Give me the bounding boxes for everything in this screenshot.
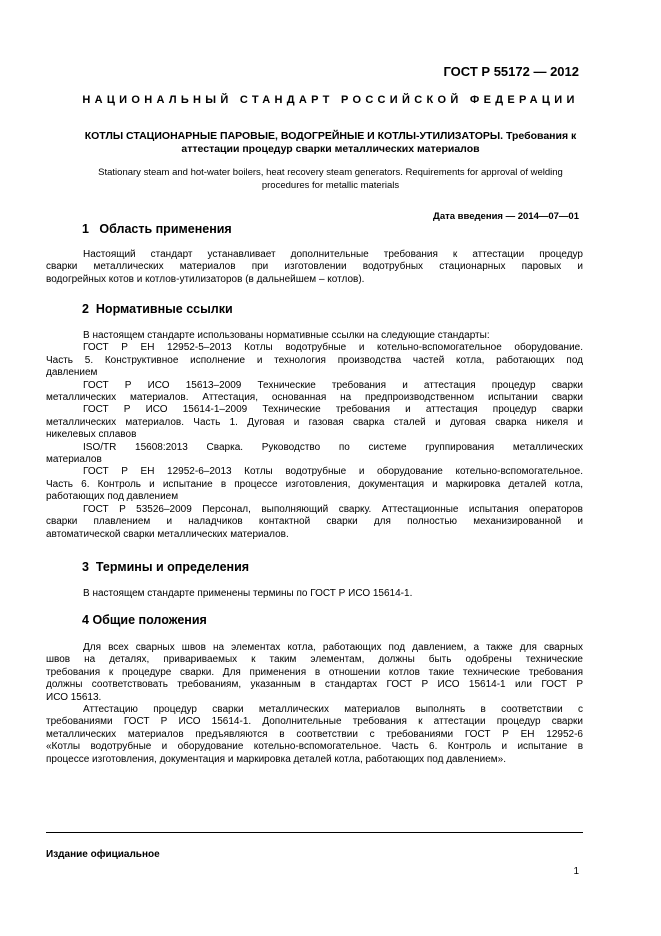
introduction-date: Дата введения — 2014—07—01 — [433, 211, 579, 222]
text-line: швов на деталях, привариваемых к таким элементам, должны быть одобрены технические — [46, 654, 583, 666]
text-line: требования к процедуре сварки. Для применения в отношении котлов такие технические требования — [46, 666, 583, 678]
section-3-body — [46, 588, 583, 600]
title-ru-line-1: КОТЛЫ СТАЦИОНАРНЫЕ ПАРОВЫЕ, ВОДОГРЕЙНЫЕ И КОТЛЫ-УТИЛИЗАТОРЫ. Требования к — [84, 130, 577, 142]
footer-divider — [46, 832, 583, 833]
reference-line: давлением — [46, 367, 98, 379]
text-line: Для всех сварных швов на элементах котла, работающих под давлением, а также для сварных — [83, 642, 583, 653]
reference-line: ISO/TR 15608:2013 Сварка. Руководство по системе группирования металлических — [83, 441, 583, 453]
section-title: Нормативные ссылки — [95, 302, 233, 316]
text-line: В настоящем стандарте использованы нормативные ссылки на следующие стандарты: — [83, 330, 490, 341]
text-line: «Котлы водотрубные и оборудование котельно-вспомогательное. Часть 6. Контроль и испытание в — [46, 741, 583, 753]
section-number: 2 — [82, 302, 89, 316]
section-number: 1 — [82, 222, 89, 236]
section-title: Общие положения — [92, 613, 207, 627]
text-line: требованиями ГОСТ Р ИСО 15614-1. Дополнительные требования к аттестации процедур сварки — [46, 716, 583, 728]
reference-line: материалов — [46, 454, 102, 466]
section-number: 4 — [82, 613, 89, 627]
text-line: процессе изготовления, документация и маркировка деталей котла, работающих под давлением». — [46, 753, 506, 765]
text-line: водогрейных котов и котлов-утилизаторов (в дальнейшем – котлов). — [46, 273, 365, 285]
edition-label: Издание официальное — [46, 849, 160, 860]
section-4-heading — [82, 613, 207, 627]
reference-line: ГОСТ Р ИСО 15614-1–2009 Технические требования и аттестация процедур сварки — [83, 404, 583, 416]
section-2-body — [46, 330, 583, 541]
page-number: 1 — [573, 866, 579, 877]
text-line: Настоящий стандарт устанавливает дополнительные требования к аттестации процедур — [83, 249, 583, 260]
section-2-heading — [82, 302, 233, 316]
document-title-en — [64, 166, 597, 192]
national-standard-banner: НАЦИОНАЛЬНЫЙ СТАНДАРТ РОССИЙСКОЙ ФЕДЕРАЦИИ — [82, 94, 579, 106]
reference-line: Часть 6. Контроль и испытание в процессе изготовления, документация и маркировка деталей котла, — [46, 478, 583, 490]
text-line: должны соответствовать требованиям, указанным в стандартах ГОСТ Р ИСО 15614-1 или ГОСТ Р — [46, 679, 583, 691]
title-ru-line-2: аттестации процедур сварки металлических материалов — [181, 143, 480, 155]
reference-line: Часть 5. Конструктивное исполнение и технология производства частей котла, работающих под — [46, 354, 583, 366]
document-code: ГОСТ Р 55172 — 2012 — [443, 64, 579, 79]
section-1-heading — [82, 222, 232, 236]
reference-line: автоматической сварки металлических материалов. — [46, 528, 289, 540]
title-en-line-1: Stationary steam and hot-water boilers, heat recovery steam generators. Requirements for approval of welding — [98, 167, 563, 178]
section-number: 3 — [82, 560, 89, 574]
section-3-heading — [82, 560, 249, 574]
text-line: Аттестацию процедур сварки металлических материалов выполнять в соответствии с — [83, 704, 583, 716]
reference-line: сварки плавлением и наладчиков контактной сварки для полностью механизированной и — [46, 516, 583, 528]
text-line: сварки металлических материалов при изготовлении водотрубных стационарных паровых и — [46, 261, 583, 273]
reference-line: ГОСТ Р 53526–2009 Персонал, выполняющий сварку. Аттестационные испытания операторов — [83, 503, 583, 515]
reference-line: никелевых сплавов — [46, 429, 137, 441]
text-line: металлических материалов предъявляются в соответствии с требованиями ГОСТ Р ЕН 12952-6 — [46, 728, 583, 740]
section-title: Термины и определения — [95, 560, 250, 574]
reference-line: ГОСТ Р ЕН 12952-6–2013 Котлы водотрубные и оборудование котельно-вспомогательное. — [83, 466, 583, 478]
reference-line: ГОСТ Р ЕН 12952-5–2013 Котлы водотрубные и котельно-вспомогательное оборудование. — [83, 342, 583, 354]
text-line: В настоящем стандарте применены термины по ГОСТ Р ИСО 15614-1. — [83, 588, 413, 599]
reference-line: работающих под давлением — [46, 491, 179, 503]
section-4-body — [46, 642, 583, 766]
reference-line: ГОСТ Р ИСО 15613–2009 Технические требования и аттестация процедур сварки — [83, 379, 583, 391]
section-1-body — [46, 249, 583, 286]
section-title: Область применения — [99, 222, 232, 236]
reference-line: металлических материалов. Аттестация, основанная на предпроизводственном испытании сварки — [46, 392, 583, 404]
reference-line: металлических материалов. Часть 1. Дуговая и газовая сварка сталей и дуговая сварка никеля и — [46, 416, 583, 428]
text-line: ИСО 15613. — [46, 691, 102, 703]
document-title-ru — [60, 130, 601, 156]
title-en-line-2: procedures for metallic materials — [261, 180, 400, 191]
